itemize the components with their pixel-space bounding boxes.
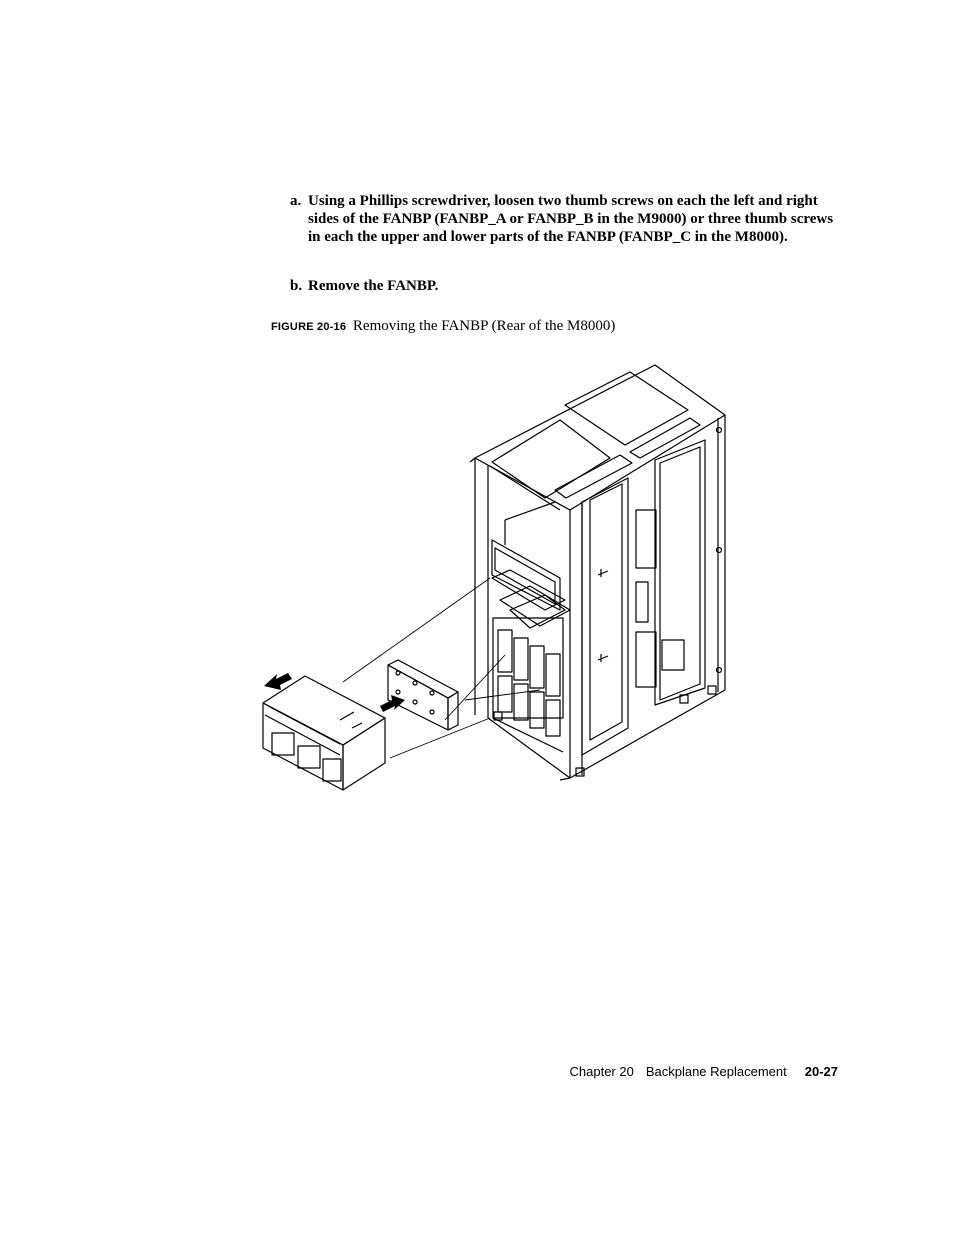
- insert-arrow: [380, 695, 405, 712]
- step-b-label: b.: [290, 278, 303, 294]
- cabinet-drawing: [470, 365, 725, 780]
- step-b-text: Remove the FANBP.: [308, 278, 439, 294]
- step-a-label: a.: [290, 193, 302, 209]
- figure-label: FIGURE 20-16: [271, 321, 347, 333]
- fanbp-drawing: [388, 660, 458, 730]
- fanbp-removal-illustration: [255, 360, 735, 810]
- step-a-text: Using a Phillips screwdriver, loosen two thumb screws on each the left and right sides of the FANBP (FANBP_A or FANBP_B in the M9000) or three thumb screws in each the upper and lower parts of the FANBP (FANBP_C in the M8000).: [308, 193, 834, 245]
- footer-chapter: Chapter 20: [569, 1064, 634, 1079]
- direction-arrows: [264, 673, 405, 712]
- figure-title: Removing the FANBP (Rear of the M8000): [352, 318, 616, 334]
- figure-caption: [271, 318, 615, 335]
- step-b: [290, 277, 843, 295]
- fan-unit-drawing: [263, 676, 385, 790]
- footer-title: Backplane Replacement: [645, 1064, 787, 1079]
- page-footer: [570, 1064, 839, 1079]
- footer-page-number: 20-27: [804, 1064, 838, 1079]
- step-a: [290, 192, 843, 246]
- guide-lines: [343, 578, 540, 758]
